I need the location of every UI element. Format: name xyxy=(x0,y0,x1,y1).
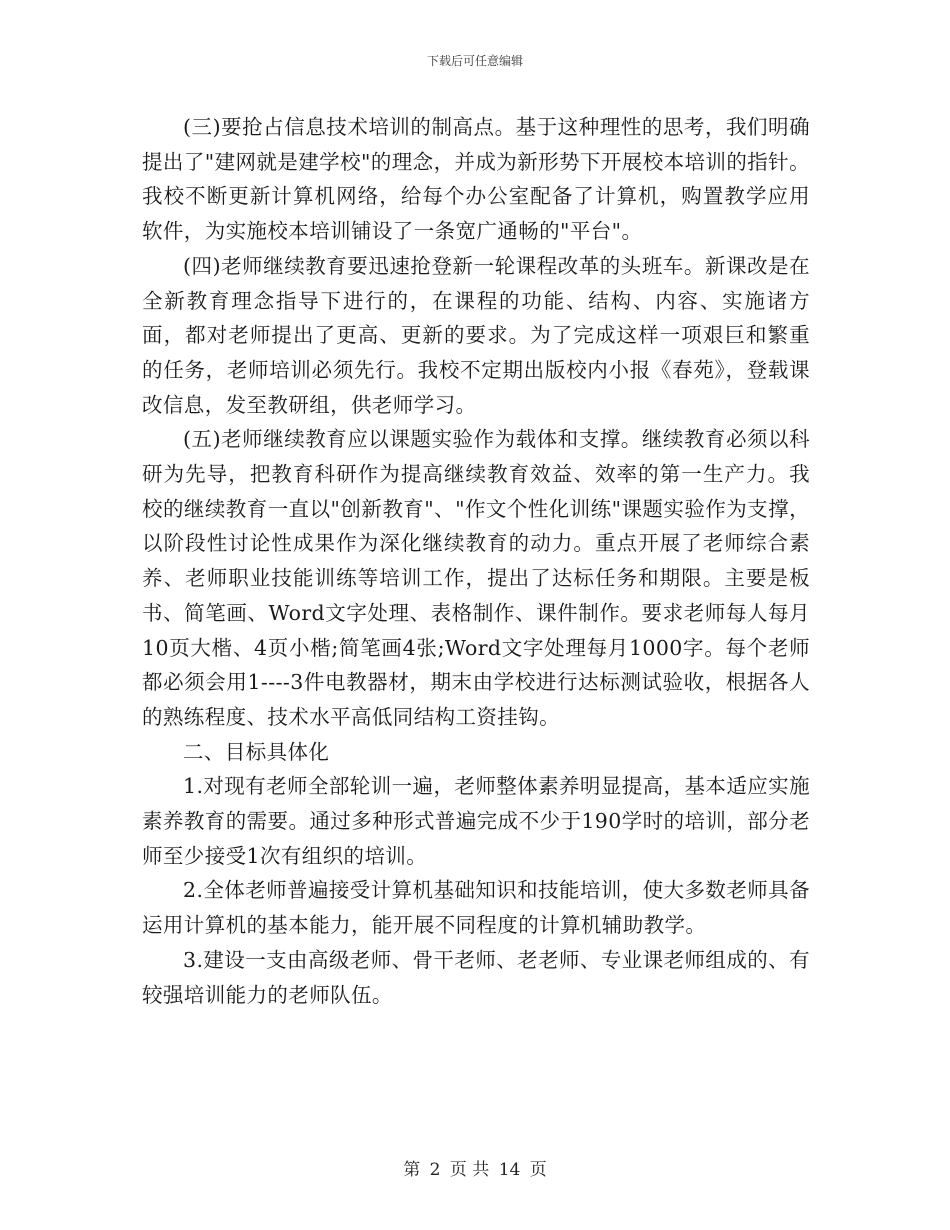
paragraph-5: (五)老师继续教育应以课题实验作为载体和支撑。继续教育必须以科研为先导，把教育科研作为提高继续教育效益、效率的第一生产力。我校的继续教育一直以"创新教育"、"作文个性化训练"课题实验作为支撑，以阶段性讨论性成果作为深化继续教育的动力。重点开展了老师综合素养、老师职业技能训练等培训工作，提出了达标任务和期限。主要是板书、简笔画、Word文字处理、表格制作、课件制作。要求老师每人每月10页大楷、4页小楷;简笔画4张;Word文字处理每月1000字。每个老师都必须会用1----3件电教器材，期末由学校进行达标测试验收，根据各人的熟练程度、技术水平高低同结构工资挂钩。 xyxy=(142,427,810,729)
total-pages-number: 14 xyxy=(498,1160,521,1180)
goal-item-1: 1.对现有老师全部轮训一遍，老师整体素养明显提高，基本适应实施素养教育的需要。通过多种形式普遍完成不少于190学时的培训，部分老师至少接受1次有组织的培训。 xyxy=(142,774,810,868)
current-page-number: 2 xyxy=(429,1160,441,1180)
paragraph-4: (四)老师继续教育要迅速抢登新一轮课程改革的头班车。新课改是在全新教育理念指导下进行的，在课程的功能、结构、内容、实施诸方面，都对老师提出了更高、更新的要求。为了完成这样一项艰巨和繁重的任务，老师培训必须先行。我校不定期出版校内小报《春苑》，登载课改信息，发至教研组，供老师学习。 xyxy=(142,253,810,417)
footer-prefix: 第 xyxy=(403,1160,421,1180)
page-header: 下载后可任意编辑 xyxy=(426,54,523,68)
footer-suffix: 页 xyxy=(529,1160,547,1180)
goal-item-3: 3.建设一支由高级老师、骨干老师、老老师、专业课老师组成的、有较强培训能力的老师队伍。 xyxy=(142,947,810,1007)
page-footer xyxy=(0,1155,950,1180)
section-heading: 二、目标具体化 xyxy=(183,739,330,764)
document-body xyxy=(142,110,810,1012)
footer-middle: 页 共 xyxy=(449,1160,490,1180)
paragraph-3: (三)要抢占信息技术培训的制高点。基于这种理性的思考，我们明确提出了"建网就是建学校"的理念，并成为新形势下开展校本培训的指针。我校不断更新计算机网络，给每个办公室配备了计算机，购置教学应用软件，为实施校本培训铺设了一条宽广通畅的"平台"。 xyxy=(142,115,810,244)
goal-item-2: 2.全体老师普遍接受计算机基础知识和技能培训，使大多数老师具备运用计算机的基本能力，能开展不同程度的计算机辅助教学。 xyxy=(142,878,810,938)
